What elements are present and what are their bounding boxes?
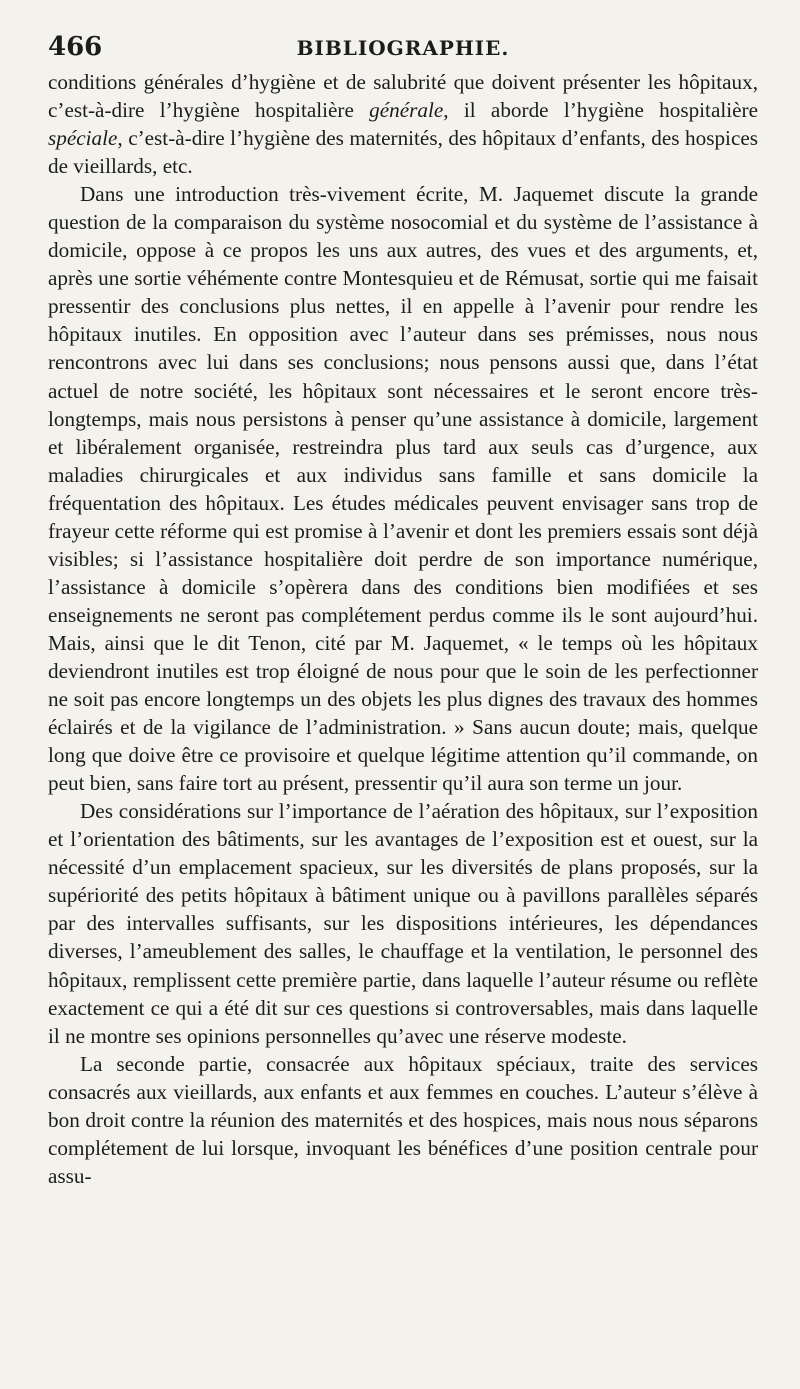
paragraph [48,1050,758,1190]
running-head: BIBLIOGRAPHIE. [296,36,510,60]
page-number: 466 [48,32,103,62]
book-page [48,28,758,1190]
italic-text: générale [369,98,444,123]
paragraph [48,797,758,1049]
paragraph [48,68,758,180]
text-run: , il aborde l’hygiène hospitalière [443,98,758,123]
italic-text: spéciale [48,126,118,151]
paragraph [48,180,758,797]
page-header [48,28,758,68]
text-run: Des considérations sur l’importance de l’aération des hôpitaux, sur l’exposition et l’orientation des bâtiments, sur les avantages de l’exposition est et ouest, sur la nécessité d’un emplacement spacieux, sur les diversités de plans proposés, sur la supériorité des petits hôpitaux à bâtiment unique ou à pavillons parallèles séparés par des intervalles suffisants, sur les dispositions intérieures, les dépendances diverses, l’ameublement des salles, le chauffage et la ventilation, le personnel des hôpitaux, remplissent cette première partie, dans laquelle l’auteur résume ou reflète exactement ce qui a été dit sur ces questions si controversables, mais dans laquelle il ne montre ses opinions personnelles qu’avec une réserve modeste. [48,799,758,1048]
text-run: conditions générales d’hygiène et de salubrité que doivent présenter les hôpitaux, c’est-à-dire l’hygiène hospitalière [48,70,758,123]
text-run: , c’est-à-dire l’hygiène des maternités, des hôpitaux d’enfants, des hospices de vieillards, etc. [48,126,758,179]
body-text [48,68,758,1190]
text-run: La seconde partie, consacrée aux hôpitaux spéciaux, traite des services consacrés aux vieillards, aux enfants et aux femmes en couches. L’auteur s’élève à bon droit contre la réunion des maternités et des hospices, mais nous nous séparons complétement de lui lorsque, invoquant les bénéfices d’une position centrale pour assu- [48,1051,758,1188]
text-run: Dans une introduction très-vivement écrite, M. Jaquemet discute la grande question de la comparaison du système nosocomial et du système de l’assistance à domicile, oppose à ce propos les uns aux autres, des vues et des arguments, et, après une sortie véhémente contre Montesquieu et de Rémusat, sortie qui me faisait pressentir des conclusions plus nettes, il en appelle à l’avenir pour rendre les hôpitaux inutiles. En opposition avec l’auteur dans ses prémisses, nous nous rencontrons avec lui dans ses conclusions; nous pensons aussi que, dans l’état actuel de notre société, les hôpitaux sont nécessaires et le seront encore très-longtemps, mais nous persistons à penser qu’une assistance à domicile, largement et libéralement organisée, restreindra plus tard aux seuls cas d’urgence, aux maladies chirurgicales et aux individus sans famille et sans domicile la fréquentation des hôpitaux. Les études médicales peuvent envisager sans trop de frayeur cette réforme qui est promise à l’avenir et dont les premiers essais sont déjà visibles; si l’assistance hospitalière doit perdre de son importance numérique, l’assistance à domicile s’opèrera dans des conditions bien modifiées et ses enseignements ne seront pas complétement perdus comme ils le sont aujourd’hui. Mais, ainsi que le dit Tenon, cité par M. Jaquemet, « le temps où les hôpitaux deviendront inutiles est trop éloigné de nous pour que le soin de les perfectionner ne soit pas encore longtemps un des objets les plus dignes des travaux des hommes éclairés et de la vigilance de l’administration. » Sans aucun doute; mais, quelque long que doive être ce provisoire et quelque légitime attention qu’il commande, on peut bien, sans faire tort au présent, pressentir qu’il aura son terme un jour. [48,182,758,796]
